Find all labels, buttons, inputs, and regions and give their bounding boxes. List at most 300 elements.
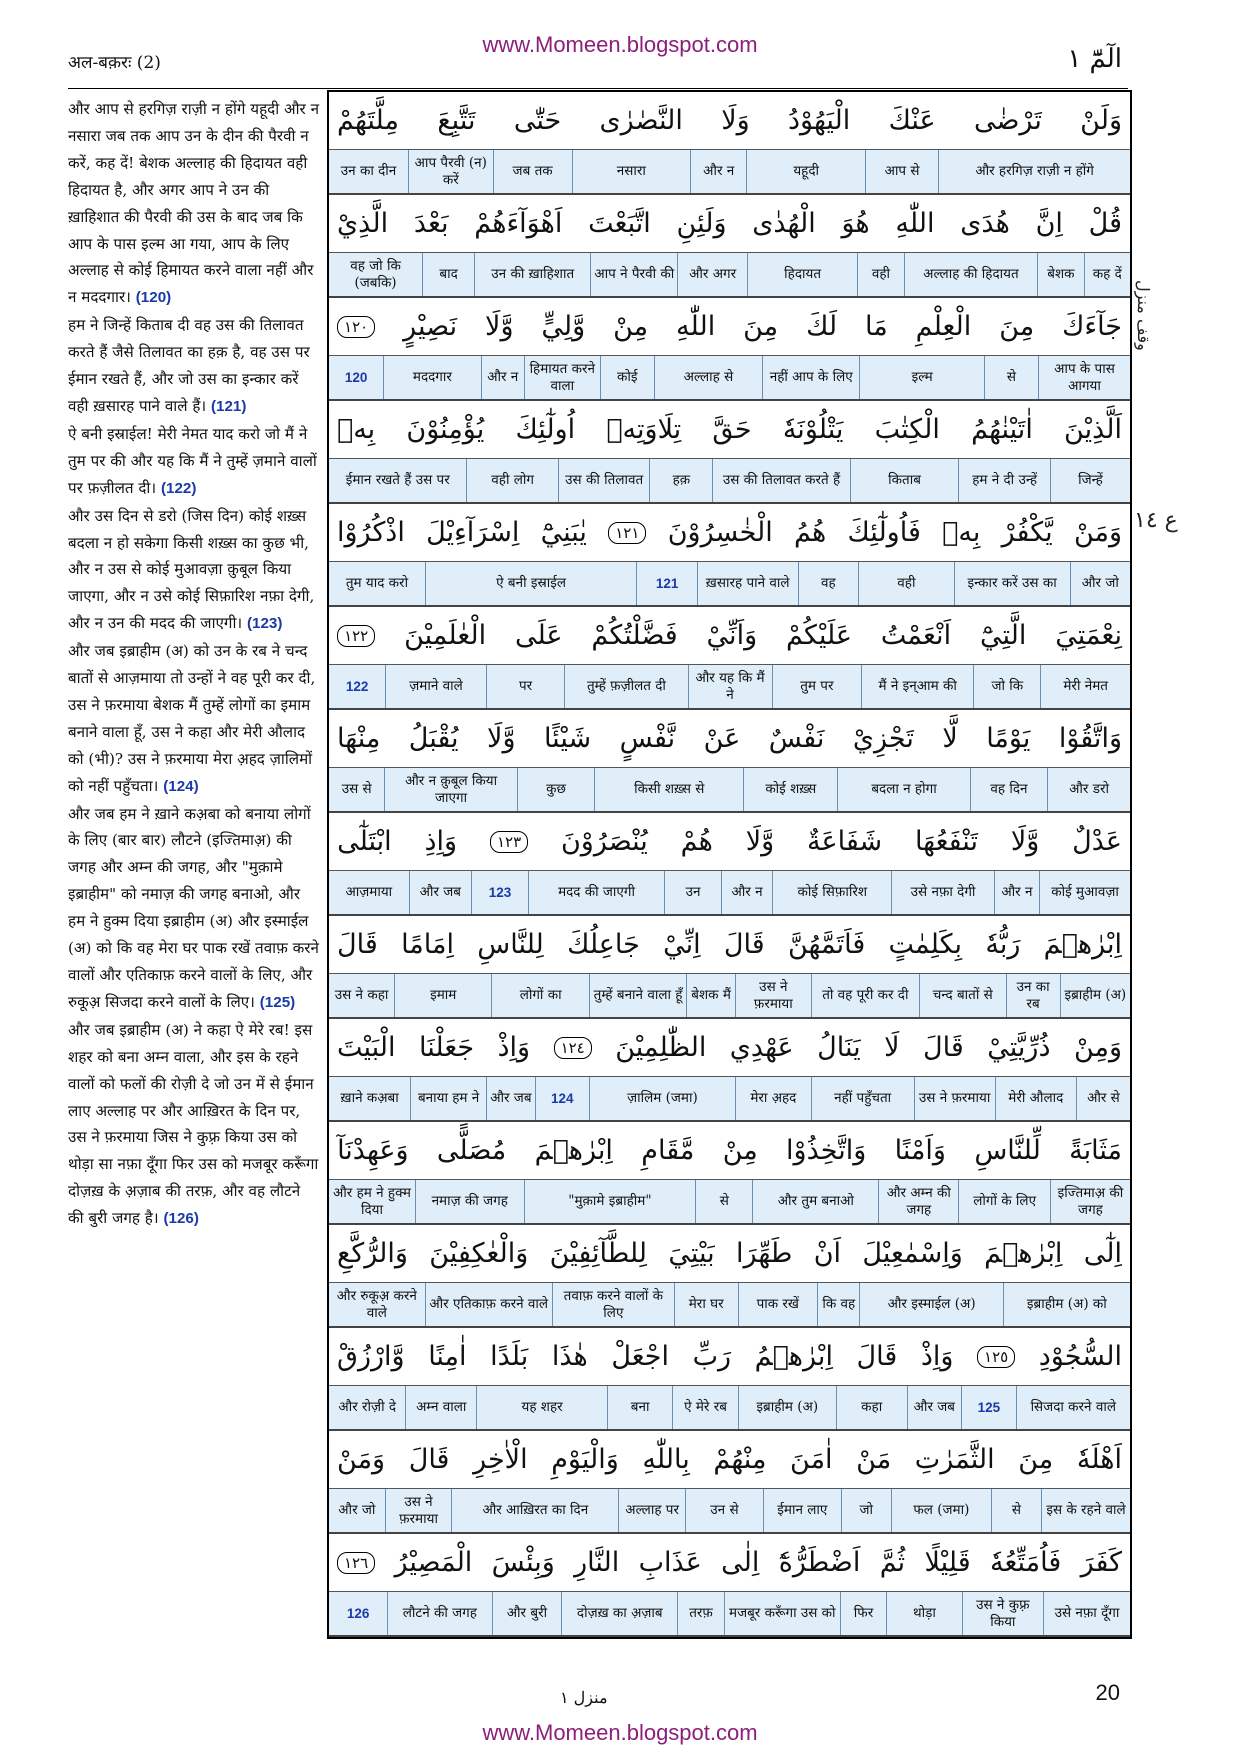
translation-cell: उन का दीन	[340, 163, 397, 179]
ayah-end-marker: ١٢٤	[554, 1037, 592, 1059]
translation-row	[329, 1386, 1130, 1431]
translation-cell: "मुक़ामे इब्राहीम"	[524, 1180, 696, 1223]
hindi-translation-column	[68, 96, 320, 1686]
arabic-word: الْهُدٰى	[752, 208, 816, 239]
translation-text: और आप से हरगिज़ राज़ी न होंगे यहूदी और न नसारा जब तक आप उन के दीन की पैरवी न करें, कह दें! बेशक अल्लाह की हिदायत वही हिदायत है, और अगर आप ने उन की ख़ाहिशात की पैरवी की उस के बाद जब कि आप के पास इल्म आ गया, आप के लिए अल्लाह से कोई हिमायत करने वाला नहीं और न मददगार।	[68, 100, 320, 307]
arabic-verse-line	[329, 504, 1130, 562]
arabic-word: قُلْ	[1088, 208, 1122, 239]
translation-cell: नमाज़ की जगह	[415, 1180, 524, 1223]
translation-cell: उस ने फ़रमाया	[385, 1489, 452, 1532]
translation-cell: नसारा	[572, 150, 690, 193]
translation-cell: वह दिन	[970, 768, 1047, 811]
juz-header: الٓمّٓ ١	[1067, 44, 1122, 74]
translation-cell: फल (जमा)	[891, 1489, 991, 1532]
translation-cell: जो कि	[973, 665, 1040, 708]
arabic-word: رَبُّهٗ	[985, 929, 1021, 960]
arabic-word: وَاَمْنًا	[894, 1135, 946, 1166]
translation-cell: और अम्न की जगह	[878, 1180, 958, 1223]
translation-cell: और एतिकाफ़ करने वाले	[425, 1283, 552, 1326]
arabic-word: لَّا	[942, 723, 958, 754]
arabic-word: جَاعِلُكَ	[567, 929, 640, 960]
arabic-word: وَاَنِّيْ	[706, 620, 758, 651]
arabic-word: اٰمِنًا	[428, 1341, 467, 1372]
translation-cell: और से	[1076, 1077, 1130, 1120]
arabic-word: اٰمَنَ	[790, 1444, 833, 1475]
translation-cell: अल्लाह से	[654, 356, 762, 399]
translation-cell: मेरा घर	[674, 1283, 738, 1326]
translation-cell: और न	[994, 871, 1039, 914]
verse-number: (125)	[259, 993, 296, 1011]
arabic-word: يُنْصَرُوْنَ	[560, 826, 648, 857]
translation-cell: 126	[346, 1606, 370, 1621]
ruku-margin-mark: ع ١٤	[1134, 508, 1178, 533]
arabic-word: وَمَنْ	[337, 1444, 386, 1475]
arabic-word: مَنْ	[856, 1444, 892, 1475]
translation-cell: हिमायत करने वाला	[524, 356, 600, 399]
arabic-word: يَوْمًا	[986, 723, 1031, 754]
translation-cell: मददगार	[383, 356, 480, 399]
translation-cell: और न	[481, 356, 524, 399]
translation-cell: और इस्माईल (अ)	[859, 1283, 1002, 1326]
arabic-word: فَاَتَمَّهُنَّ	[787, 929, 866, 960]
arabic-word: مِنْ	[613, 311, 649, 342]
header-rule	[68, 88, 1128, 89]
translation-cell: तो वह पूरी कर दी	[811, 974, 919, 1017]
translation-cell: आप ने पैरवी की	[590, 253, 677, 296]
arabic-word: اِبْرٰهٖمُ	[754, 1341, 833, 1372]
arabic-word: اَضْطَرُّهٗٓ	[778, 1547, 861, 1578]
translation-cell: मैं ने इन्आम की	[861, 665, 973, 708]
translation-cell: ईमान लाए	[763, 1489, 841, 1532]
arabic-word: وَّلِيٍّ	[541, 311, 586, 342]
verse-number: (126)	[163, 1210, 199, 1228]
arabic-word: يَتْلُوْنَهٗ	[782, 414, 844, 445]
translation-cell: बना	[607, 1386, 672, 1429]
verse-number: (120)	[135, 289, 172, 307]
arabic-word: وَلَئِنِ	[676, 208, 727, 239]
arabic-word: الْعٰلَمِيْنَ	[404, 620, 487, 651]
translation-cell: और डरो	[1047, 768, 1130, 811]
translation-cell: और यह कि मैं ने	[688, 665, 772, 708]
translation-row	[329, 768, 1130, 813]
translation-cell: आप के पास आगया	[1038, 356, 1130, 399]
translation-cell: से	[991, 1489, 1041, 1532]
translation-paragraph	[68, 507, 314, 633]
translation-row	[329, 974, 1130, 1019]
translation-cell: 123	[471, 871, 528, 914]
verse-number: (124)	[163, 777, 199, 795]
translation-cell: तुम याद करो	[345, 575, 409, 591]
arabic-word: تَنْفَعُهَا	[914, 826, 978, 857]
arabic-word: وَالْعٰكِفِيْنَ	[429, 1238, 529, 1269]
translation-cell: हक़	[649, 459, 712, 502]
arabic-word: اٰتَيْنٰهُمُ	[971, 414, 1033, 445]
arabic-word: ثُمَّ	[879, 1547, 906, 1578]
arabic-word: يَّكْفُرْ	[1001, 517, 1053, 548]
translation-cell: पाक रखें	[738, 1283, 818, 1326]
translation-cell: वही	[857, 253, 903, 296]
arabic-word: اَلَّذِيْنَ	[1064, 414, 1122, 445]
translation-cell: लोगों का	[491, 974, 588, 1017]
arabic-word: وَمَنْ	[1073, 517, 1122, 548]
arabic-verse-line	[329, 298, 1130, 356]
arabic-word: بَلَدًا	[490, 1341, 529, 1372]
translation-cell: मेरी औलाद	[995, 1077, 1076, 1120]
translation-cell: इब्राहीम (अ)	[738, 1386, 836, 1429]
arabic-word: تَرْضٰى	[973, 105, 1042, 136]
arabic-word: وَلَنْ	[1080, 105, 1122, 136]
arabic-word: نِعْمَتِيَ	[1055, 620, 1122, 651]
arabic-verse-line	[329, 1122, 1130, 1180]
translation-cell: फिर	[840, 1592, 886, 1635]
translation-text: और जब इब्राहीम (अ) ने कहा ऐ मेरे रब! इस शहर को बना अम्न वाला, और इस के रहने वालों को फलों की रोज़ी दे जो उन में से ईमान लाए अल्लाह पर और आख़िरत के दिन पर, उस ने फ़रमाया जिस ने कुफ़्र किया उस को थोड़ा सा नफ़ा दूँगा फिर उस को मजबूर करूँगा दोज़ख़ के अ़ज़ाब की तरफ़, और वह लौटने की बुरी जगह है।	[68, 1020, 319, 1228]
translation-paragraph	[68, 425, 317, 497]
arabic-word: شَفَاعَةٌ	[807, 826, 883, 857]
arabic-word: وَّارْزُقْ	[337, 1341, 405, 1372]
translation-row	[329, 1283, 1130, 1328]
translation-cell: से	[984, 356, 1038, 399]
arabic-word: اِلٰٓى	[1083, 1238, 1122, 1269]
ayah-end-marker: ١٢٥	[977, 1346, 1015, 1368]
arabic-word: رَبِّ	[692, 1341, 732, 1372]
translation-cell: थोड़ा	[886, 1592, 961, 1635]
translation-cell: और न क़ुबूल किया जाएगा	[384, 768, 517, 811]
translation-cell: बनाया हम ने	[410, 1077, 486, 1120]
arabic-verse-line	[329, 1328, 1130, 1386]
arabic-word: وَالْيَوْمِ	[551, 1444, 619, 1475]
arabic-word: حَتّٰى	[513, 105, 562, 136]
manzil-footer: منزل ١	[560, 1688, 608, 1707]
translation-cell: कोई मुआवज़ा	[1039, 871, 1130, 914]
ayah-end-marker: ١٢٢	[337, 625, 375, 647]
translation-cell: बेशक	[1037, 253, 1083, 296]
verse-number: (122)	[160, 479, 197, 497]
translation-cell: से	[695, 1180, 752, 1223]
translation-cell: अम्न वाला	[405, 1386, 476, 1429]
translation-cell: उन की ख़ाहिशात	[474, 253, 590, 296]
translation-cell: 125	[961, 1386, 1015, 1429]
translation-cell: तवाफ़ करने वालों के लिए	[552, 1283, 674, 1326]
arabic-word: الْمَصِيْرُ	[394, 1547, 473, 1578]
translation-cell: जो	[841, 1489, 891, 1532]
arabic-word: وَمِنْ	[1073, 1032, 1122, 1063]
arabic-word: وَالرُّكَّعِ	[337, 1238, 408, 1269]
arabic-word: قَالَ	[856, 1341, 898, 1372]
translation-row	[329, 1592, 1130, 1637]
translation-cell: और रोज़ी दे	[338, 1399, 397, 1415]
translation-cell: नहीं पहुँचता	[811, 1077, 914, 1120]
arabic-word: مِنَ	[1018, 1444, 1054, 1475]
arabic-word: اِنَّ	[1035, 208, 1063, 239]
arabic-verse-line	[329, 92, 1130, 150]
translation-paragraph	[68, 805, 319, 1011]
translation-cell: मेरा अ़हद	[735, 1077, 811, 1120]
surah-header: अल-बक़रः (2)	[68, 53, 161, 73]
arabic-word: اتَّبَعْتَ	[588, 208, 651, 239]
translation-row	[329, 356, 1130, 401]
translation-cell: यहूदी	[746, 150, 864, 193]
translation-cell: उस ने फ़रमाया	[914, 1077, 995, 1120]
translation-row	[329, 871, 1130, 916]
translation-cell: कि वह	[817, 1283, 859, 1326]
translation-paragraph	[68, 316, 310, 415]
arabic-word: اِبْرٰهٖمَ	[984, 1238, 1063, 1269]
translation-cell: इस के रहने वाले	[1041, 1489, 1130, 1532]
arabic-verse-line	[329, 401, 1130, 459]
arabic-word: كَفَرَ	[1080, 1547, 1122, 1578]
translation-cell: और हरगिज़ राज़ी न होंगे	[938, 150, 1130, 193]
arabic-word: اِبْرٰهٖمَ	[1043, 929, 1122, 960]
arabic-word: وَاِسْمٰعِيْلَ	[862, 1238, 963, 1269]
translation-cell: इन्कार करें उस का	[954, 562, 1070, 605]
arabic-word: لَا	[884, 1032, 900, 1063]
arabic-word: بِهٖ	[337, 414, 376, 445]
translation-cell: और अगर	[677, 253, 747, 296]
arabic-word: بِهٖ	[942, 517, 981, 548]
arabic-word: وَاِذْ	[920, 1341, 954, 1372]
translation-cell: और जब	[907, 1386, 961, 1429]
translation-cell: बाद	[422, 253, 474, 296]
translation-cell: ख़सारह पाने वाले	[697, 562, 798, 605]
arabic-word: قَالَ	[408, 1444, 450, 1475]
arabic-word: اَهْوَآءَهُمْ	[474, 208, 563, 239]
translation-cell: हिदायत	[747, 253, 857, 296]
translation-cell: अल्लाह की हिदायत	[904, 253, 1037, 296]
translation-cell: और जो	[1070, 562, 1130, 605]
translation-cell: आप पैरवी (न) करें	[408, 150, 493, 193]
arabic-word: عَلَيْكُمْ	[785, 620, 853, 651]
translation-cell: कहा	[836, 1386, 907, 1429]
arabic-word: عَنْ	[703, 723, 741, 754]
translation-cell: कोई	[600, 356, 654, 399]
arabic-word: فَاُمَتِّعُهٗ	[989, 1547, 1062, 1578]
translation-cell: हम ने दी उन्हें	[958, 459, 1050, 502]
arabic-verse-line	[329, 916, 1130, 974]
arabic-word: نَّفْسٍ	[619, 723, 676, 754]
ayah-end-marker: ١٢٣	[490, 831, 528, 853]
translation-row	[329, 150, 1130, 195]
translation-cell: तुम पर	[772, 665, 862, 708]
arabic-word: مُصَلًّى	[436, 1135, 507, 1166]
translation-cell: ज़ालिम (जमा)	[589, 1077, 735, 1120]
arabic-word: عَهْدِي	[729, 1032, 794, 1063]
arabic-word: مِنْهُمْ	[713, 1444, 767, 1475]
translation-cell: उन से	[685, 1489, 763, 1532]
word-by-word-grid	[327, 90, 1132, 1639]
translation-cell: ऐ बनी इस्राईल	[425, 562, 637, 605]
arabic-word: فَضَّلْتُكُمْ	[591, 620, 678, 651]
translation-cell: मदद की जाएगी	[528, 871, 664, 914]
translation-text: और उस दिन से डरो (जिस दिन) कोई शख़्स बदला न हो सकेगा किसी शख़्स का कुछ भी, और न उस से कोई मुआवज़ा क़ुबूल किया जाएगा, और न उसे कोई सिफ़ारिश नफ़ा देगी, और न उन की मदद की जाएगी।	[68, 506, 315, 633]
arabic-word: اِسْرَآءِيْلَ	[426, 517, 520, 548]
arabic-word: الْخٰسِرُوْنَ	[667, 517, 773, 548]
translation-cell: तुम्हें फ़ज़ीलत दी	[564, 665, 687, 708]
arabic-word: النَّصٰرٰى	[599, 105, 683, 136]
arabic-word: مَا	[864, 311, 888, 342]
arabic-word: لِلنَّاسِ	[477, 929, 544, 960]
arabic-word: يُؤْمِنُوْنَ	[406, 414, 485, 445]
arabic-word: اِبْرٰهٖمَ	[534, 1135, 613, 1166]
arabic-word: طَهِّرَا	[736, 1238, 793, 1269]
translation-cell: ईमान रखते हैं उस पर	[345, 472, 450, 488]
translation-paragraph	[68, 100, 319, 306]
translation-cell: और रुकूअ़ करने वाले	[336, 1287, 417, 1321]
translation-cell: उन	[664, 871, 721, 914]
translation-cell: किसी शख़्स से	[594, 768, 743, 811]
translation-cell: लौटने की जगह	[387, 1592, 491, 1635]
translation-cell: ख़ाने कअ़बा	[340, 1090, 399, 1106]
arabic-word: تِلَاوَتِهٖ	[606, 414, 682, 445]
arabic-word: اذْكُرُوْا	[337, 517, 405, 548]
arabic-word: اللّٰهِ	[676, 311, 716, 342]
translation-cell: वही लोग	[466, 459, 558, 502]
translation-cell: जिन्हें	[1050, 459, 1130, 502]
arabic-word: الْعِلْمِ	[915, 311, 972, 342]
arabic-word: فَاُولٰٓئِكَ	[847, 517, 921, 548]
translation-cell: उस की तिलावत	[558, 459, 650, 502]
arabic-word: نَصِيْرٍ	[403, 311, 458, 342]
arabic-word: عَذَابِ	[638, 1547, 702, 1578]
arabic-word: الثَّمَرٰتِ	[914, 1444, 995, 1475]
arabic-word: جَآءَكَ	[1062, 311, 1122, 342]
arabic-word: اِمَامًا	[401, 929, 454, 960]
arabic-word: مِنْهَا	[337, 723, 381, 754]
translation-cell: 120	[344, 370, 368, 385]
arabic-word: نَفْسٌ	[768, 723, 825, 754]
translation-row	[329, 253, 1130, 298]
verse-number: (123)	[246, 615, 283, 633]
arabic-word: اللّٰهِ	[895, 208, 935, 239]
translation-cell: 124	[535, 1077, 589, 1120]
arabic-word: تَتَّبِعَ	[437, 105, 476, 136]
translation-cell: मेरी नेमत	[1040, 665, 1130, 708]
translation-row	[329, 665, 1130, 710]
translation-cell: इज्तिमाअ़ की जगह	[1050, 1180, 1130, 1223]
translation-cell: चन्द बातों से	[919, 974, 1006, 1017]
arabic-word: لَكَ	[806, 311, 838, 342]
translation-cell: तरफ़	[677, 1592, 723, 1635]
site-url-bottom: www.Momeen.blogspot.com	[482, 1720, 758, 1745]
translation-cell: तुम्हें बनाने वाला हूँ	[589, 974, 686, 1017]
arabic-word: مِنَ	[999, 311, 1035, 342]
translation-cell: और जब	[409, 871, 471, 914]
arabic-word: وَاِذِ	[424, 826, 458, 857]
arabic-word: قَالَ	[723, 929, 765, 960]
arabic-word: مَثَابَةً	[1069, 1135, 1122, 1166]
arabic-word: النَّارِ	[574, 1547, 620, 1578]
arabic-word: مَّقَامِ	[641, 1135, 695, 1166]
arabic-word: يٰبَنِيْٓ	[540, 517, 587, 548]
translation-cell: उस से	[341, 781, 372, 797]
arabic-verse-line	[329, 1225, 1130, 1283]
arabic-word: اَنْ	[813, 1238, 842, 1269]
translation-cell: उस ने कहा	[334, 987, 389, 1003]
arabic-word: هُمْ	[680, 826, 713, 857]
arabic-word: اَنْعَمْتُ	[880, 620, 952, 651]
translation-cell: यह शहर	[476, 1386, 607, 1429]
translation-cell: वह जो कि (जबकि)	[350, 257, 401, 291]
arabic-word: وَاِذْ	[497, 1032, 531, 1063]
arabic-word: عَلَى	[514, 620, 563, 651]
translation-row	[329, 562, 1130, 607]
waqf-margin-mark: وقف منزل	[1134, 280, 1153, 351]
arabic-word: حَقَّ	[712, 414, 752, 445]
translation-cell: लोगों के लिए	[958, 1180, 1050, 1223]
arabic-word: الَّذِيْ	[337, 208, 389, 239]
arabic-word: وَّلَا	[487, 723, 516, 754]
arabic-word: اِنِّيْ	[663, 929, 701, 960]
arabic-word: مِلَّتَهُمْ	[337, 105, 399, 136]
translation-cell: ज़माने वाले	[385, 665, 486, 708]
arabic-word: وَاتَّقُوْا	[1058, 723, 1122, 754]
arabic-verse-line	[329, 1019, 1130, 1077]
translation-row	[329, 1180, 1130, 1225]
translation-cell: कुछ	[517, 768, 594, 811]
translation-paragraph	[68, 1021, 318, 1227]
arabic-word: وَبِئْسَ	[491, 1547, 555, 1578]
arabic-verse-line	[329, 195, 1130, 253]
translation-text: और जब हम ने ख़ाने कअ़बा को बनाया लोगों के लिए (बार बार) लौटने (इज्तिमाअ़) की जगह और अम्न की जगह, और "मुक़ामे इब्राहीम" को नमाज़ की जगह बनाओ, और हम ने हुक्म दिया इब्राहीम (अ) और इस्माईल (अ) को कि वह मेरा घर पाक रखें तवाफ़ करने वालों और एतिकाफ़ करने वालों के लिए, और रुकूअ़ सिजदा करने वालों के लिए।	[68, 804, 319, 1011]
arabic-word: اجْعَلْ	[611, 1341, 669, 1372]
arabic-word: جَعَلْنَا	[419, 1032, 475, 1063]
arabic-word: هُدَى	[960, 208, 1010, 239]
arabic-word: ذُرِّيَّتِيْ	[987, 1032, 1051, 1063]
translation-cell: उस की तिलावत करते हैं	[712, 459, 849, 502]
translation-cell: सिजदा करने वाले	[1016, 1386, 1130, 1429]
translation-cell: कोई शख़्स	[743, 768, 837, 811]
translation-cell: 121	[636, 562, 696, 605]
translation-cell: उसे नफ़ा दूँगा	[1043, 1592, 1130, 1635]
arabic-word: وَّلَا	[485, 311, 514, 342]
translation-text: ऐ बनी इस्राईल! मेरी नेमत याद करो जो मैं ने तुम पर की और यह कि मैं ने तुम्हें ज़माने वालों पर फ़ज़ीलत दी।	[68, 424, 317, 497]
arabic-word: قَالَ	[923, 1032, 964, 1063]
arabic-word: وَلَا	[721, 105, 750, 136]
site-url-top: www.Momeen.blogspot.com	[482, 32, 758, 57]
translation-cell: और आख़िरत का दिन	[451, 1489, 618, 1532]
translation-row	[329, 459, 1130, 504]
translation-cell: 122	[345, 679, 369, 694]
arabic-word: تَجْزِيْ	[852, 723, 914, 754]
arabic-verse-line	[329, 1431, 1130, 1489]
translation-cell: वह	[798, 562, 858, 605]
translation-cell: और बुरी	[492, 1592, 562, 1635]
translation-cell: इब्राहीम (अ) को	[1003, 1283, 1130, 1326]
translation-cell: और हम ने हुक्म दिया	[332, 1184, 411, 1218]
translation-cell: इब्राहीम (अ)	[1060, 974, 1130, 1017]
arabic-word: وَّلَا	[1010, 826, 1040, 857]
translation-cell: और तुम बनाओ	[752, 1180, 878, 1223]
arabic-word: وَعَهِدْنَآ	[337, 1135, 409, 1166]
arabic-word: بِكَلِمٰتٍ	[888, 929, 963, 960]
translation-cell: उस ने कुफ़्र किया	[962, 1592, 1043, 1635]
translation-cell: वही	[858, 562, 954, 605]
arabic-word: مِنْ	[722, 1135, 758, 1166]
arabic-verse-line	[329, 710, 1130, 768]
arabic-word: قَالَ	[337, 929, 378, 960]
ayah-end-marker: ١٢٠	[337, 316, 375, 338]
translation-cell: उसे नफ़ा देगी	[891, 871, 993, 914]
translation-cell: और जो	[338, 1502, 376, 1518]
arabic-verse-line	[329, 607, 1130, 665]
arabic-word: هُوَ	[841, 208, 870, 239]
arabic-word: لِّلنَّاسِ	[974, 1135, 1041, 1166]
arabic-word: ابْتَلٰٓى	[337, 826, 392, 857]
arabic-word: اِلٰى	[721, 1547, 760, 1578]
arabic-word: عَنْكَ	[888, 105, 936, 136]
arabic-word: مِنَ	[743, 311, 779, 342]
arabic-word: قَلِيْلًا	[924, 1547, 971, 1578]
translation-cell: और जब	[486, 1077, 535, 1120]
